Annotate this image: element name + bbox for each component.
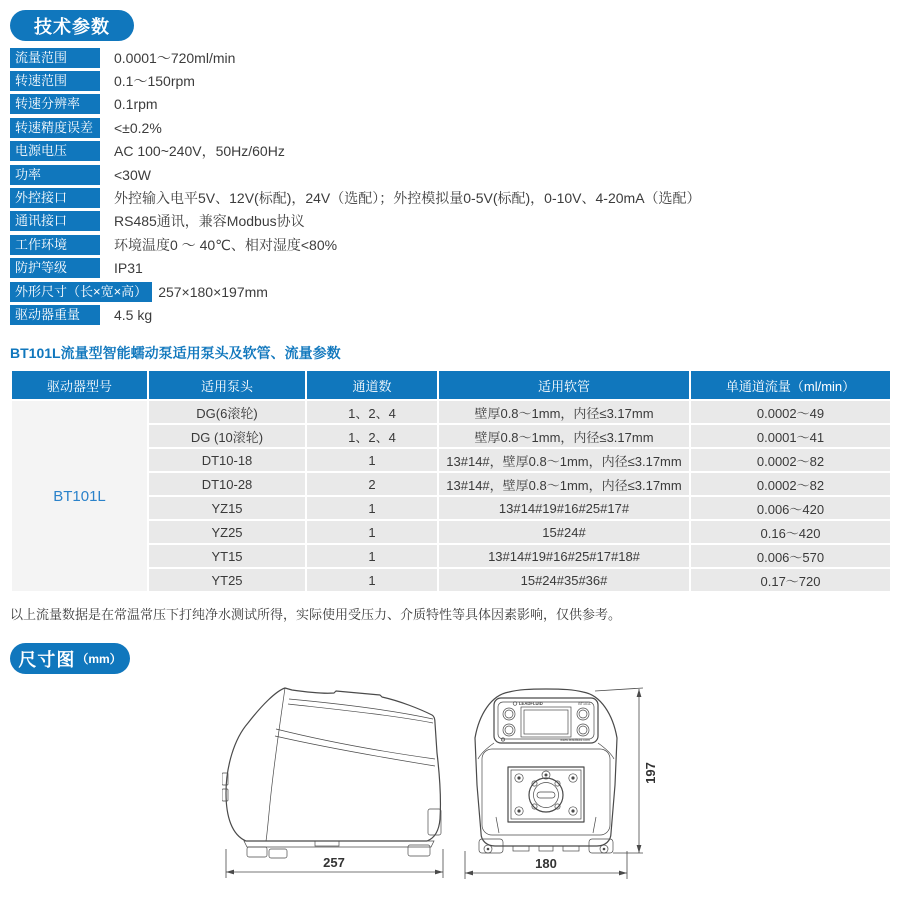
col-header-pump-head: 适用泵头 — [149, 371, 305, 399]
spec-value: AC 100~240V，50Hz/60Hz — [114, 143, 285, 160]
panel-site-label: www.leadfluid.com — [560, 738, 590, 743]
height-dim-label: 197 — [643, 762, 658, 784]
table-cell: YT15 — [149, 545, 305, 567]
spec-row — [10, 116, 890, 139]
spec-row — [10, 186, 890, 209]
table-cell: 0.17～720 — [691, 569, 890, 591]
table-cell: 1、2、4 — [307, 401, 437, 423]
panel-model-label: BT101L — [578, 702, 591, 706]
screw-dot — [571, 776, 574, 779]
spec-label: 流量范围 — [10, 48, 100, 68]
table-cell: 13#14#19#16#25#17# — [439, 497, 689, 519]
table-cell: 1 — [307, 521, 437, 543]
bottom-tab — [539, 846, 553, 851]
table-cell: 1 — [307, 497, 437, 519]
table-cell: YZ15 — [149, 497, 305, 519]
spec-value: 257×180×197mm — [158, 283, 268, 300]
pump-side-view-drawing — [222, 683, 454, 888]
lcd-screen — [521, 707, 571, 737]
side-foot — [247, 847, 267, 857]
width-dim-label: 180 — [535, 856, 557, 871]
panel-button-inner — [505, 726, 513, 734]
spec-row — [10, 163, 890, 186]
tech-params-header — [10, 10, 134, 41]
dimension-unit: （mm） — [76, 652, 122, 666]
spec-value: <30W — [114, 166, 151, 183]
screw-dot — [517, 809, 520, 812]
control-panel-inner — [498, 702, 594, 739]
side-foot — [269, 849, 287, 858]
table-cell: YZ25 — [149, 521, 305, 543]
dimension-title: 尺寸图 — [18, 649, 76, 670]
length-dim-label: 257 — [323, 855, 345, 870]
table-cell: DG(6滚轮) — [149, 401, 305, 423]
table-cell: 13#14#，壁厚0.8～1mm，内径≤3.17mm — [439, 449, 689, 471]
table-cell: DG (10滚轮) — [149, 425, 305, 447]
table-cell: 15#24#35#36# — [439, 569, 689, 591]
front-vent-marks — [496, 817, 596, 833]
table-cell: 0.16～420 — [691, 521, 890, 543]
table-cell: 1 — [307, 569, 437, 591]
spec-row — [10, 303, 890, 326]
spec-value: 0.1～150rpm — [114, 73, 195, 90]
caster-dot — [487, 848, 490, 851]
panel-button-inner — [579, 726, 587, 734]
bottom-tab — [563, 846, 579, 851]
spec-value: 4.5 kg — [114, 306, 153, 323]
side-body-outline — [226, 688, 440, 841]
pump-hub — [529, 778, 563, 812]
spec-row — [10, 69, 890, 92]
table-cell: 2 — [307, 473, 437, 495]
table-cell: 1、2、4 — [307, 425, 437, 447]
panel-button-inner — [505, 710, 513, 718]
table-cell: 0.006～420 — [691, 497, 890, 519]
spec-value: <±0.2% — [114, 119, 162, 136]
table-row — [12, 401, 890, 423]
spec-value: 外控输入电平5V、12V(标配)，24V（选配）；外控模拟量0-5V(标配)，0-10V、4-20mA（选配） — [114, 190, 701, 207]
side-upper-band — [288, 699, 433, 723]
caster-dot — [603, 848, 606, 851]
col-header-driver-model: 驱动器型号 — [12, 371, 147, 399]
table-cell: 0.0002～82 — [691, 473, 890, 495]
panel-button-inner — [579, 710, 587, 718]
spec-value: 环境温度0 ～ 40℃、相对湿度<80% — [114, 236, 338, 253]
bottom-tab — [513, 846, 529, 851]
tech-params-title: 技术参数 — [34, 16, 110, 37]
front-shoulder-lines — [478, 743, 614, 759]
driver-model-cell: BT101L — [12, 401, 147, 591]
spec-label: 转速分辨率 — [10, 94, 100, 114]
table-cell: 壁厚0.8～1mm，内径≤3.17mm — [439, 425, 689, 447]
screw-dot — [545, 774, 548, 777]
side-left-tab — [222, 789, 228, 801]
spec-row — [10, 140, 890, 163]
spec-label: 转速范围 — [10, 71, 100, 91]
table-cell: 1 — [307, 545, 437, 567]
power-led — [501, 738, 504, 741]
spec-value: RS485通讯，兼容Modbus协议 — [114, 213, 305, 230]
spec-row — [10, 46, 890, 69]
spec-list — [10, 46, 890, 327]
screw-dot — [517, 776, 520, 779]
table-cell: 0.0001～41 — [691, 425, 890, 447]
spec-row — [10, 93, 890, 116]
side-front-seam — [266, 688, 285, 841]
spec-label: 外形尺寸（长×宽×高） — [10, 282, 152, 302]
dimension-header — [10, 643, 130, 674]
table-cell: 0.006～570 — [691, 545, 890, 567]
spec-row — [10, 210, 890, 233]
col-header-channels: 通道数 — [307, 371, 437, 399]
table-cell: 壁厚0.8～1mm，内径≤3.17mm — [439, 401, 689, 423]
col-header-tubing: 适用软管 — [439, 371, 689, 399]
table-cell: 0.0002～82 — [691, 449, 890, 471]
pump-table — [10, 369, 892, 593]
side-lower-band — [275, 729, 435, 766]
screw-dot — [571, 809, 574, 812]
spec-value: 0.1rpm — [114, 96, 158, 113]
spec-label: 电源电压 — [10, 141, 100, 161]
spec-row — [10, 233, 890, 256]
spec-label: 驱动器重量 — [10, 305, 100, 325]
table-cell: 1 — [307, 449, 437, 471]
spec-label: 通讯接口 — [10, 211, 100, 231]
table-cell: 13#14#19#16#25#17#18# — [439, 545, 689, 567]
col-header-flow: 单通道流量（ml/min） — [691, 371, 890, 399]
table-cell: DT10-18 — [149, 449, 305, 471]
table-cell: 13#14#，壁厚0.8～1mm，内径≤3.17mm — [439, 473, 689, 495]
spec-row — [10, 280, 890, 303]
table-cell: YT25 — [149, 569, 305, 591]
table-cell: 15#24# — [439, 521, 689, 543]
spec-row — [10, 257, 890, 280]
panel-brand-label: LEADFLUID — [519, 701, 543, 706]
table-header-row — [12, 371, 890, 399]
lcd-screen-inner — [524, 710, 568, 734]
side-bottom-tab — [315, 841, 339, 846]
spec-label: 防护等级 — [10, 258, 100, 278]
spec-value: IP31 — [114, 260, 143, 277]
table-cell: DT10-28 — [149, 473, 305, 495]
spec-label: 工作环境 — [10, 235, 100, 255]
height-extension-lines — [595, 688, 643, 853]
side-rear-bracket — [428, 809, 441, 835]
spec-label: 外控接口 — [10, 188, 100, 208]
spec-value: 0.0001～720ml/min — [114, 49, 236, 66]
hub-slot — [537, 792, 555, 798]
spec-label: 转速精度误差 — [10, 118, 100, 138]
pump-front-view-drawing — [455, 683, 660, 888]
table-cell: 0.0002～49 — [691, 401, 890, 423]
pump-table-title: BT101L流量型智能蠕动泵适用泵头及软管、流量参数 — [10, 345, 341, 361]
table-note: 以上流量数据是在常温常压下打纯净水测试所得，实际使用受压力、介质特性等具体因素影响，仅供参考。 — [10, 607, 622, 622]
spec-label: 功率 — [10, 165, 100, 185]
